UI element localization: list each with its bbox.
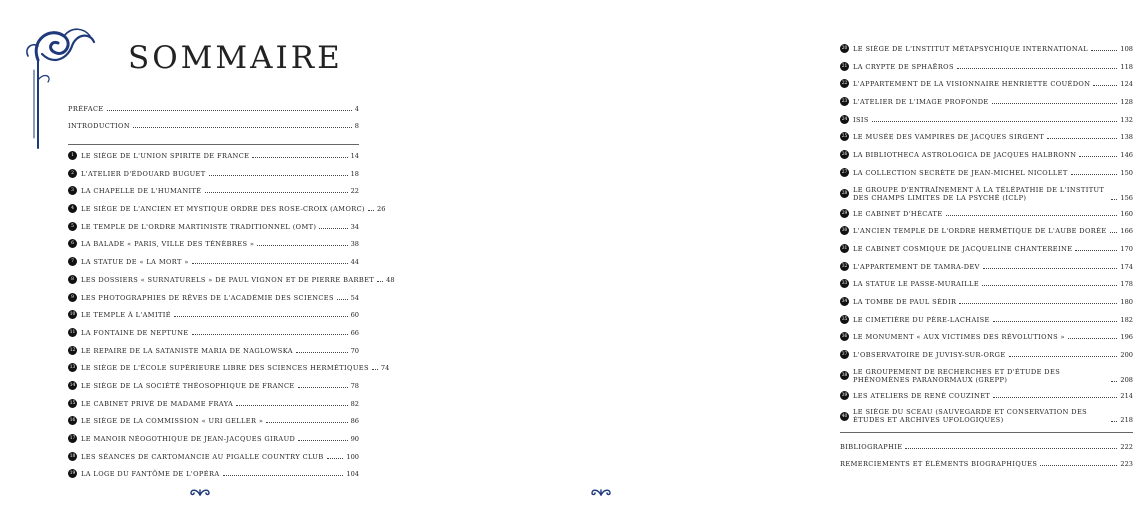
dot-leader bbox=[266, 422, 347, 423]
toc-page-number: 200 bbox=[1120, 351, 1133, 359]
dot-leader bbox=[983, 268, 1118, 269]
chapter-number-badge: 18 bbox=[69, 453, 76, 459]
toc-entry[interactable] bbox=[68, 416, 359, 425]
toc-page-number: 78 bbox=[350, 381, 359, 390]
toc-entry[interactable] bbox=[840, 262, 1133, 271]
toc-label: LA LOGE DU FANTÔME DE L'OPÉRA bbox=[81, 470, 220, 479]
toc-entry[interactable] bbox=[68, 310, 359, 319]
dot-leader bbox=[1110, 232, 1118, 233]
toc-label: BIBLIOGRAPHIE bbox=[840, 443, 903, 452]
chapter-number-badge: 14 bbox=[69, 382, 76, 388]
toc-label: INTRODUCTION bbox=[68, 122, 131, 130]
toc-label: ISIS bbox=[853, 115, 869, 124]
chapter-number-badge: 28 bbox=[841, 191, 848, 196]
dot-leader bbox=[1093, 85, 1117, 86]
toc-entry[interactable] bbox=[68, 186, 359, 195]
toc-label: LE SIÈGE DE LA SOCIÉTÉ THÉOSOPHIQUE DE FRANCE bbox=[81, 381, 295, 390]
toc-entry[interactable] bbox=[840, 443, 1133, 451]
toc-entry[interactable] bbox=[840, 315, 1133, 324]
dot-leader bbox=[993, 321, 1118, 322]
chapter-number-badge: 2 bbox=[68, 169, 77, 178]
dot-leader bbox=[1111, 199, 1117, 200]
dot-leader bbox=[252, 157, 347, 158]
chapter-number-badge: 29 bbox=[841, 210, 848, 216]
dot-leader bbox=[992, 103, 1118, 104]
toc-page-number: 132 bbox=[1120, 115, 1133, 124]
toc-page-number: 82 bbox=[350, 399, 359, 408]
toc-entry[interactable] bbox=[840, 297, 1133, 306]
toc-label: LA CHAPELLE DE L'HUMANITÉ bbox=[81, 187, 202, 196]
toc-entry[interactable] bbox=[68, 452, 359, 461]
chapter-number-badge: 22 bbox=[841, 81, 848, 87]
right-page bbox=[400, 0, 1133, 520]
toc-page-number: 44 bbox=[350, 258, 359, 267]
dot-leader bbox=[1040, 465, 1117, 466]
left-page bbox=[0, 0, 400, 520]
toc-page-number: 100 bbox=[346, 452, 359, 461]
dot-leader bbox=[905, 448, 1117, 449]
chapter-number-badge: 36 bbox=[841, 334, 848, 340]
dot-leader bbox=[337, 299, 348, 300]
toc-entry[interactable] bbox=[840, 460, 1133, 468]
toc-label: LA FONTAINE DE NEPTUNE bbox=[81, 328, 189, 337]
toc-entry[interactable] bbox=[68, 469, 359, 478]
toc-entry[interactable] bbox=[68, 239, 359, 248]
toc-label: LE REPAIRE DE LA SATANISTE MARIA DE NAGLOWSKA bbox=[81, 346, 293, 355]
toc-page-number: 223 bbox=[1120, 460, 1133, 469]
chapter-number-badge: 5 bbox=[68, 222, 77, 231]
toc-entry[interactable] bbox=[840, 79, 1133, 88]
dot-leader bbox=[257, 245, 347, 246]
toc-label: LE MANOIR NÉOGOTHIQUE DE JEAN-JACQUES GIRAUD bbox=[81, 435, 296, 443]
toc-entry[interactable] bbox=[68, 381, 359, 390]
chapter-number-badge: 37 bbox=[841, 352, 848, 357]
chapter-number-badge: 4 bbox=[68, 204, 77, 213]
toc-label: L'ATELIER D'ÉDOUARD BUGUET bbox=[81, 169, 206, 178]
toc-entry[interactable] bbox=[68, 257, 359, 266]
dot-leader bbox=[209, 175, 348, 176]
chapter-number-badge: 9 bbox=[68, 293, 77, 302]
chapter-number-badge: 21 bbox=[841, 63, 848, 69]
toc-entry[interactable] bbox=[840, 332, 1133, 341]
chapter-number-badge: 32 bbox=[841, 263, 848, 269]
toc-page-number: 180 bbox=[1120, 297, 1133, 306]
toc-page-number: 138 bbox=[1120, 133, 1133, 142]
toc-page-number: 74 bbox=[380, 364, 390, 373]
chapter-number-badge: 17 bbox=[69, 436, 76, 441]
toc-page-number: 90 bbox=[350, 435, 359, 443]
dot-leader bbox=[1075, 250, 1117, 251]
toc-page-number: 218 bbox=[1120, 416, 1133, 425]
toc-label: REMERCIEMENTS ET ÉLÉMENTS BIOGRAPHIQUES bbox=[840, 460, 1038, 469]
toc-entry[interactable] bbox=[68, 151, 359, 160]
toc-page-number: 196 bbox=[1120, 333, 1133, 342]
toc-entry[interactable] bbox=[68, 399, 359, 408]
dot-leader bbox=[174, 316, 348, 317]
chapter-number-badge: 35 bbox=[841, 316, 848, 322]
chapter-number-badge: 39 bbox=[841, 392, 848, 398]
dot-leader bbox=[1047, 138, 1117, 139]
toc-entry[interactable] bbox=[68, 275, 395, 284]
toc-entry[interactable] bbox=[68, 293, 359, 302]
toc-entry[interactable] bbox=[840, 115, 1133, 124]
chapter-number-badge: 40 bbox=[841, 413, 848, 419]
toc-label: LE GROUPE D'ENTRAÎNEMENT À LA TÉLÉPATHIE DE L'INSTITUT DES CHAMPS LIMITES DE LA PSYCHÉ (ICLP) bbox=[853, 185, 1105, 202]
toc-entry[interactable] bbox=[840, 44, 1133, 53]
toc-label: LES PHOTOGRAPHIES DE RÊVES DE L'ACADÉMIE DES SCIENCES bbox=[81, 293, 334, 302]
dot-leader bbox=[946, 215, 1118, 216]
chapter-number-badge: 19 bbox=[69, 471, 76, 477]
toc-page-number: 104 bbox=[346, 470, 359, 479]
toc-label: LA BIBLIOTHECA ASTROLOGICA DE JACQUES HALBRONN bbox=[853, 151, 1077, 160]
swirl-ornament-icon bbox=[189, 487, 211, 497]
toc-label: LA CRYPTE DE SPHAËROS bbox=[853, 62, 954, 71]
toc-label: L'APPARTEMENT DE TAMRA-DEV bbox=[853, 262, 980, 271]
toc-page-number: 170 bbox=[1120, 244, 1133, 253]
toc-entry[interactable] bbox=[840, 209, 1133, 218]
toc-label: LE TEMPLE À L'AMITIÉ bbox=[81, 311, 171, 320]
toc-label: LA COLLECTION SECRÈTE DE JEAN-MICHEL NICOLLET bbox=[853, 168, 1068, 177]
toc-entry[interactable] bbox=[840, 368, 1133, 384]
chapter-number-badge: 27 bbox=[841, 169, 848, 175]
chapter-number-badge: 38 bbox=[841, 373, 848, 379]
toc-entry[interactable] bbox=[840, 97, 1133, 106]
toc-label: LE CABINET D'HÉCATE bbox=[853, 209, 943, 218]
toc-label: LE CABINET COSMIQUE DE JACQUELINE CHANTEREINE bbox=[853, 244, 1073, 253]
toc-label: LES DOSSIERS « SURNATURELS » DE PAUL VIGNON ET DE PIERRE BARBET bbox=[81, 275, 375, 284]
toc-page-number: 18 bbox=[350, 169, 359, 178]
dot-leader bbox=[205, 192, 348, 193]
toc-label: LE SIÈGE DE L'ÉCOLE SUPÉRIEURE LIBRE DES SCIENCES HERMÉTIQUES bbox=[81, 364, 369, 373]
toc-page-number: 214 bbox=[1120, 391, 1133, 400]
toc-entry[interactable] bbox=[68, 222, 359, 231]
toc-page-number: 174 bbox=[1120, 262, 1133, 271]
toc-page-number: 70 bbox=[350, 346, 359, 355]
toc-page-number: 150 bbox=[1120, 168, 1133, 177]
toc-page-number: 166 bbox=[1120, 227, 1133, 236]
dot-leader bbox=[298, 387, 348, 388]
toc-entry[interactable] bbox=[68, 328, 359, 337]
chapter-number-badge: 24 bbox=[841, 116, 848, 122]
toc-entry[interactable] bbox=[840, 279, 1133, 288]
dot-leader bbox=[1091, 50, 1117, 51]
chapter-number-badge: 8 bbox=[68, 275, 77, 284]
dot-leader bbox=[1068, 338, 1117, 339]
chapter-number-badge: 16 bbox=[69, 418, 76, 424]
dot-leader bbox=[319, 228, 347, 229]
chapter-number-badge: 7 bbox=[68, 257, 77, 266]
page-title: SOMMAIRE bbox=[128, 40, 343, 76]
dot-leader bbox=[993, 397, 1117, 398]
dot-leader bbox=[192, 334, 348, 335]
toc-page-number: 54 bbox=[350, 293, 359, 302]
toc-page-number: 146 bbox=[1120, 151, 1133, 160]
toc-page-number: 26 bbox=[377, 205, 386, 214]
toc-entry[interactable] bbox=[68, 363, 390, 373]
toc-page-number: 14 bbox=[350, 152, 359, 160]
dot-leader bbox=[872, 121, 1118, 122]
toc-label: LE SIÈGE DE LA COMMISSION « URI GELLER » bbox=[81, 417, 264, 426]
toc-label: L'ANCIEN TEMPLE DE L'ORDRE HERMÉTIQUE DE L'AUBE DORÉE bbox=[853, 227, 1107, 236]
toc-label: LE MONUMENT « AUX VICTIMES DES RÉVOLUTIONS » bbox=[853, 333, 1065, 342]
divider bbox=[840, 432, 1133, 433]
chapter-number-badge: 3 bbox=[68, 186, 77, 195]
swirl-ornament-icon bbox=[590, 487, 612, 497]
toc-label: LE TEMPLE DE L'ORDRE MARTINISTE TRADITIONNEL (OMT) bbox=[81, 222, 317, 231]
dot-leader bbox=[1111, 421, 1117, 422]
toc-label: LE MUSÉE DES VAMPIRES DE JACQUES SIRGENT bbox=[853, 133, 1045, 142]
toc-entry-introduction[interactable] bbox=[68, 122, 359, 130]
toc-entry[interactable] bbox=[840, 186, 1133, 202]
dot-leader bbox=[1079, 156, 1117, 157]
dot-leader bbox=[1071, 174, 1118, 175]
toc-entry[interactable] bbox=[840, 244, 1133, 253]
chapter-number-badge: 13 bbox=[69, 365, 76, 371]
toc-page-number: 22 bbox=[350, 187, 359, 196]
chapter-number-badge: 10 bbox=[69, 312, 76, 318]
dot-leader bbox=[1009, 356, 1118, 357]
dot-leader bbox=[959, 303, 1117, 304]
toc-page-number: 108 bbox=[1120, 45, 1133, 53]
dot-leader bbox=[223, 475, 344, 476]
dot-leader bbox=[372, 369, 378, 370]
chapter-number-badge: 11 bbox=[69, 329, 76, 335]
toc-entry[interactable] bbox=[68, 346, 359, 355]
toc-page-number: 4 bbox=[354, 105, 359, 113]
dot-leader bbox=[327, 458, 344, 459]
toc-label: LES SÉANCES DE CARTOMANCIE AU PIGALLE COUNTRY CLUB bbox=[81, 452, 324, 461]
chapter-number-badge: 23 bbox=[841, 99, 848, 105]
chapter-number-badge: 15 bbox=[69, 400, 76, 406]
toc-page-number: 86 bbox=[350, 417, 359, 426]
toc-right bbox=[840, 44, 1133, 477]
toc-label: PRÉFACE bbox=[68, 105, 104, 113]
toc-entry-preface[interactable] bbox=[68, 105, 359, 113]
toc-page-number: 48 bbox=[386, 275, 395, 284]
chapter-number-badge: 31 bbox=[841, 245, 848, 251]
chapter-number-badge: 26 bbox=[841, 152, 848, 158]
toc-label: LE CABINET PRIVÉ DE MADAME FRAYA bbox=[81, 399, 234, 408]
toc-page-number: 178 bbox=[1120, 280, 1133, 289]
toc-label: LES ATELIERS DE RENÉ COUZINET bbox=[853, 391, 991, 400]
chapter-number-badge: 33 bbox=[841, 281, 848, 287]
toc-label: LE SIÈGE DE L'INSTITUT MÉTAPSYCHIQUE INTERNATIONAL bbox=[853, 45, 1088, 53]
toc-label: LE SIÈGE DE L'UNION SPIRITE DE FRANCE bbox=[81, 152, 250, 160]
toc-entry[interactable] bbox=[68, 169, 359, 178]
dot-leader bbox=[133, 127, 352, 128]
toc-page-number: 160 bbox=[1120, 209, 1133, 218]
divider bbox=[68, 144, 359, 145]
chapter-number-badge: 12 bbox=[69, 347, 76, 353]
toc-page-number: 66 bbox=[350, 328, 359, 337]
dot-leader bbox=[192, 263, 348, 264]
toc-entry[interactable] bbox=[840, 226, 1133, 235]
toc-label: LE SIÈGE DU SCEAU (SAUVEGARDE ET CONSERVATION DES ÉTUDES ET ARCHIVES UFOLOGIQUES) bbox=[853, 408, 1088, 425]
chapter-number-badge: 6 bbox=[68, 239, 77, 248]
toc-entry[interactable] bbox=[840, 168, 1133, 177]
toc-left bbox=[68, 105, 395, 487]
toc-entry[interactable] bbox=[840, 350, 1133, 359]
toc-entry[interactable] bbox=[840, 391, 1133, 400]
dot-leader bbox=[982, 285, 1117, 286]
toc-label: L'OBSERVATOIRE DE JUVISY-SUR-ORGE bbox=[853, 351, 1006, 359]
toc-label: LE GROUPEMENT DE RECHERCHES ET D'ÉTUDE DES PHÉNOMÈNES PARANORMAUX (GREPP) bbox=[853, 367, 1061, 384]
chapter-number-badge: 25 bbox=[841, 134, 848, 140]
dot-leader bbox=[107, 110, 352, 111]
toc-label: LA STATUE DE « LA MORT » bbox=[81, 258, 189, 267]
toc-page-number: 118 bbox=[1120, 62, 1133, 71]
toc-page-number: 38 bbox=[350, 240, 359, 249]
chapter-number-badge: 1 bbox=[68, 151, 77, 160]
toc-entry[interactable] bbox=[68, 204, 386, 214]
dot-leader bbox=[368, 210, 374, 211]
toc-label: LA TOMBE DE PAUL SÉDIR bbox=[853, 297, 957, 306]
toc-entry[interactable] bbox=[840, 150, 1133, 159]
dot-leader bbox=[296, 352, 348, 353]
toc-entry[interactable] bbox=[68, 434, 359, 443]
toc-label: L'APPARTEMENT DE LA VISIONNAIRE HENRIETTE COUÉDON bbox=[853, 80, 1091, 89]
dot-leader bbox=[236, 405, 347, 406]
dot-leader bbox=[377, 281, 383, 282]
toc-label: L'ATELIER DE L'IMAGE PROFONDE bbox=[853, 98, 989, 107]
toc-entry[interactable] bbox=[840, 132, 1133, 141]
toc-label: LA STATUE LE PASSE-MURAILLE bbox=[853, 280, 980, 289]
toc-page-number: 222 bbox=[1120, 443, 1133, 452]
toc-page-number: 156 bbox=[1120, 193, 1133, 202]
toc-entry[interactable] bbox=[840, 62, 1133, 71]
toc-page-number: 208 bbox=[1120, 375, 1133, 384]
toc-label: LE CIMETIÈRE DU PÈRE-LACHAISE bbox=[853, 315, 990, 324]
chapter-number-badge: 20 bbox=[841, 46, 848, 51]
toc-page-number: 60 bbox=[350, 311, 359, 320]
toc-page-number: 34 bbox=[350, 222, 359, 231]
dot-leader bbox=[298, 440, 347, 441]
chapter-number-badge: 34 bbox=[841, 298, 848, 304]
toc-page-number: 8 bbox=[354, 122, 359, 130]
toc-label: LE SIÈGE DE L'ANCIEN ET MYSTIQUE ORDRE DES ROSE-CROIX (AMORC) bbox=[81, 205, 366, 214]
toc-page-number: 182 bbox=[1120, 315, 1133, 324]
dot-leader bbox=[957, 68, 1118, 69]
chapter-number-badge: 30 bbox=[841, 228, 848, 234]
toc-entry[interactable] bbox=[840, 408, 1133, 424]
toc-label: LA BALADE « PARIS, VILLE DES TÉNÈBRES » bbox=[81, 240, 255, 249]
toc-page-number: 124 bbox=[1120, 80, 1133, 89]
toc-page-number: 128 bbox=[1120, 98, 1133, 107]
dot-leader bbox=[1111, 381, 1117, 382]
